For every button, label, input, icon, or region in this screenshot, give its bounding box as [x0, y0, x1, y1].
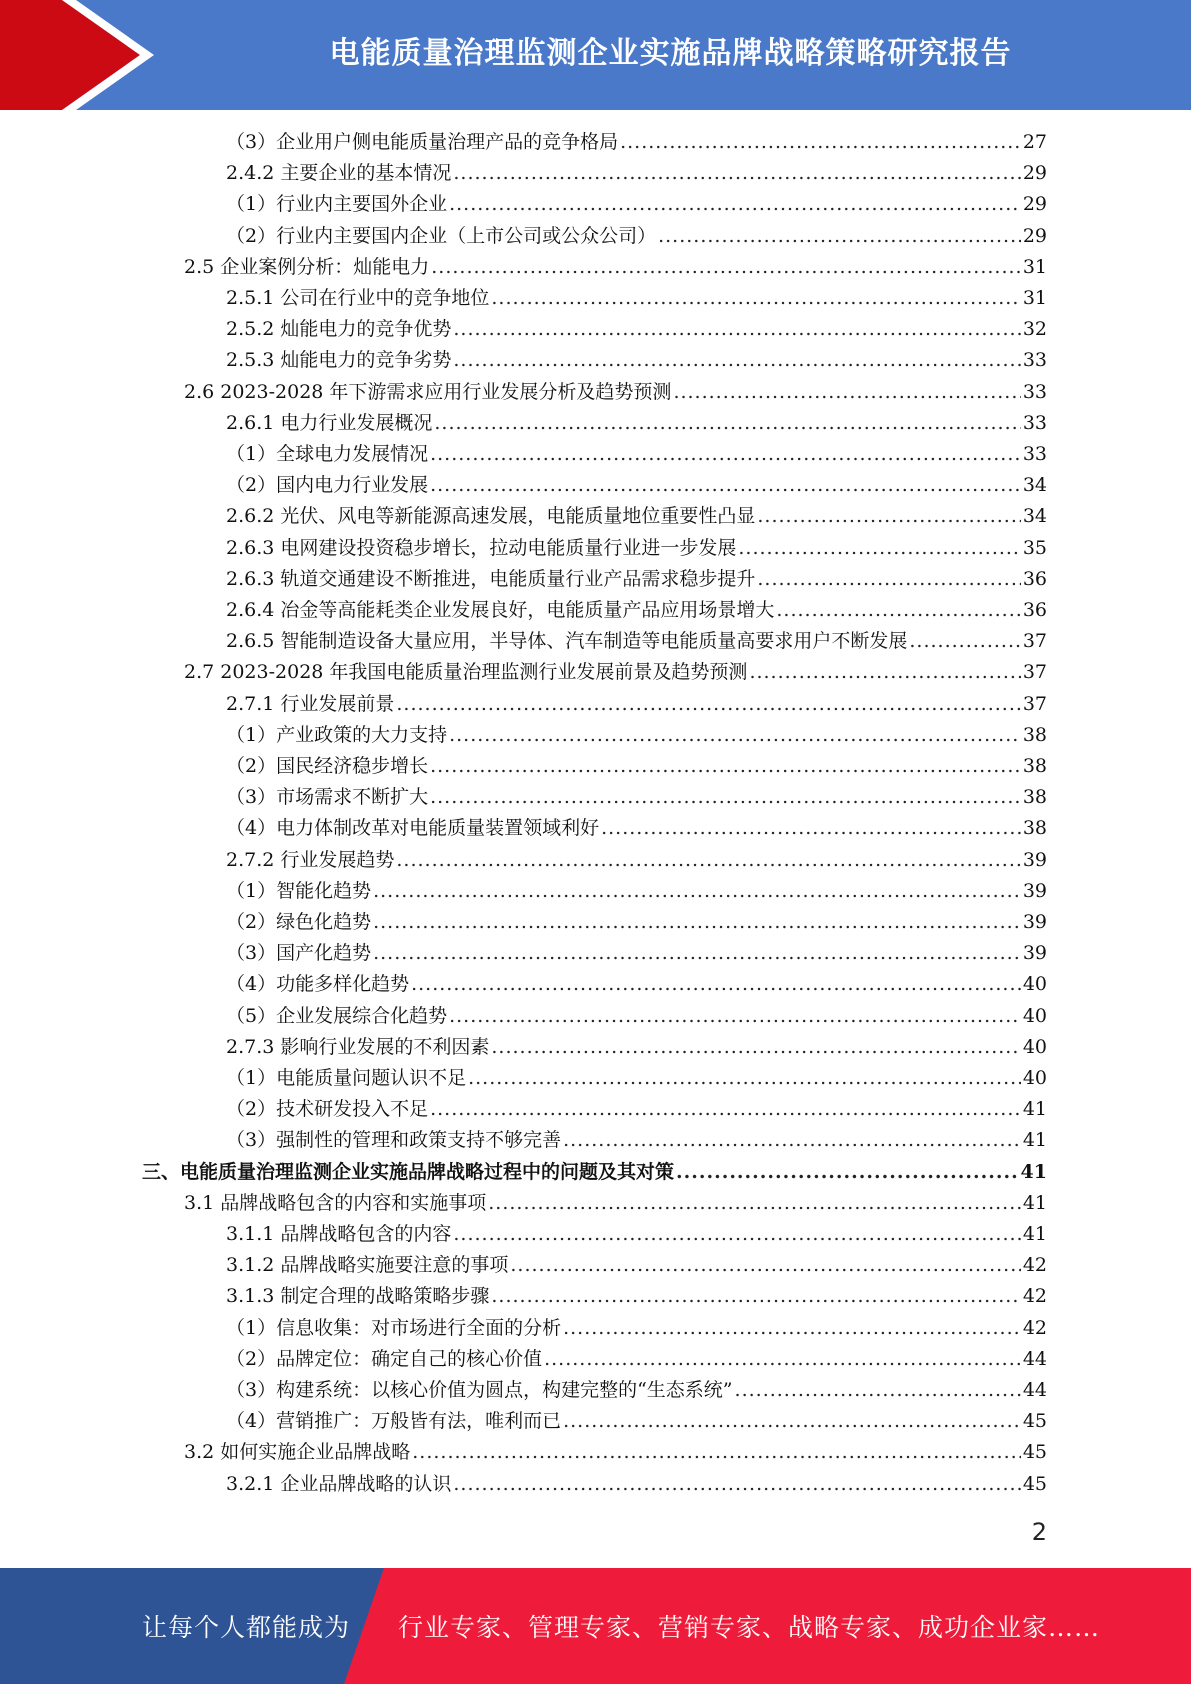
page-number: 2: [1031, 1518, 1047, 1546]
toc-entry[interactable]: [226, 439, 1047, 470]
toc-entry[interactable]: [226, 1219, 1047, 1250]
toc-dot-leader: [673, 377, 1020, 408]
toc-entry[interactable]: [226, 1313, 1047, 1344]
toc-entry-title: （2）品牌定位：确定自己的核心价值: [226, 1347, 543, 1370]
toc-entry[interactable]: [142, 1157, 1047, 1188]
toc-dot-leader: [430, 439, 1021, 470]
toc-entry-page: 27: [1022, 131, 1047, 153]
toc-dot-leader: [749, 657, 1020, 688]
toc-entry[interactable]: [226, 938, 1047, 969]
toc-entry-title: （1）智能化趋势: [226, 879, 372, 902]
toc-entry-page: 38: [1022, 786, 1047, 809]
toc-entry-title: （2）国内电力行业发展: [226, 474, 429, 497]
toc-entry[interactable]: [226, 408, 1047, 439]
toc-entry[interactable]: [226, 1344, 1047, 1375]
toc-entry-page: 38: [1022, 817, 1047, 840]
toc-entry[interactable]: [226, 782, 1047, 813]
toc-entry-page: 37: [1022, 692, 1047, 715]
toc-entry-title: 2.7.1 行业发展前景: [226, 692, 395, 715]
toc-dot-leader: [658, 221, 1021, 252]
toc-entry[interactable]: [226, 1469, 1047, 1500]
toc-dot-leader: [563, 1313, 1021, 1344]
toc-entry-title: （4）电力体制改革对电能质量装置领域利好: [226, 817, 600, 840]
toc-entry[interactable]: [226, 1125, 1047, 1156]
toc-entry-title: （4）功能多样化趋势: [226, 973, 410, 996]
toc-entry[interactable]: [226, 564, 1047, 595]
toc-entry-title: 3.1.3 制定合理的战略策略步骤: [226, 1285, 490, 1308]
toc-entry[interactable]: [226, 595, 1047, 626]
toc-entry-title: （1）全球电力发展情况: [226, 443, 429, 465]
toc-dot-leader: [449, 1001, 1021, 1032]
toc-entry-page: 44: [1022, 1347, 1047, 1370]
toc-dot-leader: [468, 1063, 1021, 1094]
toc-entry-page: 45: [1022, 1472, 1047, 1495]
toc-entry-page: 39: [1022, 879, 1047, 902]
toc-entry-page: 38: [1022, 723, 1047, 746]
toc-entry-page: 38: [1022, 755, 1047, 777]
toc-entry-page: 33: [1022, 380, 1047, 403]
toc-entry-page: 45: [1022, 1410, 1047, 1433]
toc-entry-title: （2）技术研发投入不足: [226, 1098, 429, 1121]
toc-dot-leader: [453, 158, 1020, 189]
toc-entry[interactable]: [184, 657, 1047, 688]
toc-dot-leader: [544, 1344, 1021, 1375]
toc-dot-leader: [757, 501, 1020, 532]
toc-entry-title: （2）行业内主要国内企业（上市公司或公众公司）: [226, 224, 657, 247]
toc-entry-page: 40: [1022, 973, 1047, 996]
toc-entry[interactable]: [184, 1437, 1047, 1468]
toc-entry[interactable]: [226, 751, 1047, 782]
toc-dot-leader: [430, 751, 1021, 782]
toc-entry-page: 31: [1022, 255, 1047, 278]
toc-dot-leader: [601, 813, 1021, 844]
toc-entry-title: 2.6.1 电力行业发展概况: [226, 411, 433, 434]
toc-entry-title: （4）营销推广：万般皆有法，唯利而已: [226, 1410, 562, 1433]
toc-entry-page: 29: [1022, 162, 1047, 185]
toc-dot-leader: [453, 1469, 1020, 1500]
toc-entry-page: 42: [1022, 1254, 1047, 1277]
arrow-chevron-icon: [0, 0, 160, 110]
report-title: 电能质量治理监测企业实施品牌战略策略研究报告: [329, 36, 1012, 71]
toc-entry[interactable]: [226, 689, 1047, 720]
toc-dot-leader: [431, 252, 1021, 283]
toc-dot-leader: [676, 1157, 1019, 1188]
toc-entry-page: 29: [1022, 193, 1047, 216]
toc-entry-title: （1）产业政策的大力支持: [226, 723, 448, 746]
toc-entry-page: 35: [1022, 536, 1047, 559]
toc-dot-leader: [510, 1250, 1020, 1281]
toc-entry-title: 3.1 品牌战略包含的内容和实施事项: [184, 1191, 487, 1214]
toc-entry-title: 2.6.2 光伏、风电等新能源高速发展，电能质量地位重要性凸显: [226, 505, 756, 528]
toc-entry[interactable]: [226, 720, 1047, 751]
toc-entry-page: 41: [1020, 1160, 1047, 1183]
toc-entry-page: 44: [1022, 1379, 1047, 1401]
toc-dot-leader: [563, 1125, 1021, 1156]
footer-slogan-right: 行业专家、管理专家、营销专家、战略专家、成功企业家……: [398, 1613, 1101, 1642]
toc-entry[interactable]: [184, 377, 1047, 408]
toc-entry-page: 33: [1022, 411, 1047, 434]
toc-entry-title: 2.5 企业案例分析：灿能电力: [184, 255, 430, 278]
toc-dot-leader: [430, 470, 1021, 501]
toc-dot-leader: [411, 969, 1021, 1000]
toc-entry-title: 2.6.4 冶金等高能耗类企业发展良好，电能质量产品应用场景增大: [226, 599, 775, 621]
toc-entry-page: 36: [1022, 599, 1047, 621]
toc-dot-leader: [563, 1406, 1021, 1437]
toc-entry-title: （3）国产化趋势: [226, 942, 372, 965]
toc-dot-leader: [430, 1094, 1021, 1125]
toc-dot-leader: [488, 1188, 1021, 1219]
toc-entry-page: 34: [1022, 474, 1047, 497]
toc-entry-page: 40: [1022, 1067, 1047, 1089]
toc-entry-page: 31: [1022, 287, 1047, 309]
toc-entry-title: （2）国民经济稳步增长: [226, 755, 429, 777]
toc-entry-title: 2.6.5 智能制造设备大量应用，半导体、汽车制造等电能质量高要求用户不断发展: [226, 630, 908, 653]
toc-entry[interactable]: [226, 533, 1047, 564]
toc-dot-leader: [430, 782, 1021, 813]
toc-entry[interactable]: [226, 1281, 1047, 1312]
toc-entry-page: 41: [1022, 1098, 1047, 1121]
toc-dot-leader: [738, 533, 1020, 564]
toc-entry-page: 40: [1022, 1035, 1047, 1058]
toc-entry[interactable]: [226, 345, 1047, 376]
toc-entry-page: 33: [1022, 443, 1047, 465]
page-header: [0, 0, 1191, 110]
toc-dot-leader: [373, 938, 1021, 969]
footer-slogan-left: 让每个人都能成为: [142, 1613, 351, 1642]
toc-dot-leader: [491, 283, 1020, 314]
toc-dot-leader: [620, 127, 1021, 158]
toc-entry-title: （3）构建系统：以核心价值为圆点，构建完整的“生态系统”: [226, 1379, 733, 1401]
toc-entry-title: （1）电能质量问题认识不足: [226, 1067, 467, 1089]
toc-entry-page: 45: [1022, 1441, 1047, 1464]
toc-entry-page: 33: [1022, 349, 1047, 372]
toc-entry-title: 三、电能质量治理监测企业实施品牌战略过程中的问题及其对策: [142, 1160, 675, 1183]
toc-entry-title: 2.4.2 主要企业的基本情况: [226, 162, 452, 185]
toc-entry[interactable]: [226, 1250, 1047, 1281]
toc-entry[interactable]: [226, 813, 1047, 844]
toc-dot-leader: [491, 1032, 1020, 1063]
toc-entry-page: 34: [1022, 505, 1047, 528]
toc-entry-page: 39: [1022, 848, 1047, 871]
toc-dot-leader: [491, 1281, 1020, 1312]
toc-entry-title: 3.1.2 品牌战略实施要注意的事项: [226, 1254, 509, 1277]
toc-entry[interactable]: [226, 1406, 1047, 1437]
toc-entry-page: 40: [1022, 1004, 1047, 1027]
toc-entry-page: 29: [1022, 224, 1047, 247]
toc-entry[interactable]: [226, 470, 1047, 501]
toc-entry-title: 2.6.3 电网建设投资稳步增长，拉动电能质量行业进一步发展: [226, 536, 737, 559]
toc-entry-page: 41: [1022, 1223, 1047, 1245]
toc-entry-title: （5）企业发展综合化趋势: [226, 1004, 448, 1027]
toc-entry-title: 2.6.3 轨道交通建设不断推进，电能质量行业产品需求稳步提升: [226, 567, 756, 590]
toc-entry[interactable]: [226, 1001, 1047, 1032]
toc-entry-title: （3）市场需求不断扩大: [226, 786, 429, 809]
toc-entry-title: （3）强制性的管理和政策支持不够完善: [226, 1129, 562, 1152]
toc-entry[interactable]: [226, 314, 1047, 345]
toc-entry[interactable]: [184, 252, 1047, 283]
toc-entry-page: 39: [1022, 911, 1047, 933]
toc-entry[interactable]: [226, 158, 1047, 189]
toc-entry-title: 3.1.1 品牌战略包含的内容: [226, 1223, 452, 1245]
toc-entry-title: 2.5.1 公司在行业中的竞争地位: [226, 287, 490, 309]
toc-entry[interactable]: [226, 127, 1047, 158]
toc-dot-leader: [449, 720, 1021, 751]
toc-entry-title: （3）企业用户侧电能质量治理产品的竞争格局: [226, 131, 619, 153]
toc-dot-leader: [776, 595, 1020, 626]
toc-entry[interactable]: [226, 1094, 1047, 1125]
toc-dot-leader: [453, 1219, 1020, 1250]
toc-entry[interactable]: [226, 907, 1047, 938]
toc-dot-leader: [434, 408, 1020, 439]
toc-entry[interactable]: [184, 1188, 1047, 1219]
page-footer: [0, 1568, 1191, 1684]
toc-entry[interactable]: [226, 283, 1047, 314]
toc-dot-leader: [453, 314, 1020, 345]
toc-entry-title: 2.6 2023-2028 年下游需求应用行业发展分析及趋势预测: [184, 380, 672, 403]
toc-entry[interactable]: [226, 845, 1047, 876]
toc-dot-leader: [449, 189, 1021, 220]
toc-entry[interactable]: [226, 969, 1047, 1000]
toc-entry-page: 41: [1022, 1129, 1047, 1152]
toc-entry[interactable]: [226, 1063, 1047, 1094]
toc-entry-title: 2.7.2 行业发展趋势: [226, 848, 395, 871]
toc-entry-title: 3.2.1 企业品牌战略的认识: [226, 1472, 452, 1495]
toc-entry-page: 41: [1022, 1191, 1047, 1214]
toc-entry-title: 2.5.3 灿能电力的竞争劣势: [226, 349, 452, 372]
toc-entry-page: 36: [1022, 567, 1047, 590]
toc-entry[interactable]: [226, 1032, 1047, 1063]
toc-entry-page: 32: [1022, 318, 1047, 341]
toc-dot-leader: [373, 907, 1021, 938]
toc-entry[interactable]: [226, 1375, 1047, 1406]
toc-entry[interactable]: [226, 501, 1047, 532]
toc-dot-leader: [453, 345, 1020, 376]
toc-entry-title: 2.7.3 影响行业发展的不利因素: [226, 1035, 490, 1058]
toc-entry-title: （1）行业内主要国外企业: [226, 193, 448, 216]
toc-entry[interactable]: [226, 626, 1047, 657]
toc-dot-leader: [373, 876, 1021, 907]
toc-dot-leader: [412, 1437, 1021, 1468]
toc-dot-leader: [735, 1375, 1021, 1406]
toc-dot-leader: [757, 564, 1020, 595]
toc-dot-leader: [396, 845, 1020, 876]
toc-entry-title: 3.2 如何实施企业品牌战略: [184, 1441, 411, 1464]
toc-entry-title: （2）绿色化趋势: [226, 911, 372, 933]
toc-entry[interactable]: [226, 221, 1047, 252]
toc-entry-page: 39: [1022, 942, 1047, 965]
toc-entry-title: 2.7 2023-2028 年我国电能质量治理监测行业发展前景及趋势预测: [184, 661, 748, 684]
toc-entry-page: 42: [1022, 1285, 1047, 1308]
toc-entry[interactable]: [226, 189, 1047, 220]
toc-entry-page: 42: [1022, 1316, 1047, 1339]
toc-dot-leader: [396, 689, 1020, 720]
toc-entry-title: 2.5.2 灿能电力的竞争优势: [226, 318, 452, 341]
toc-dot-leader: [909, 626, 1020, 657]
toc-entry-title: （1）信息收集：对市场进行全面的分析: [226, 1316, 562, 1339]
toc-entry-page: 37: [1022, 630, 1047, 653]
toc-entry-page: 37: [1022, 661, 1047, 684]
toc-entry[interactable]: [226, 876, 1047, 907]
